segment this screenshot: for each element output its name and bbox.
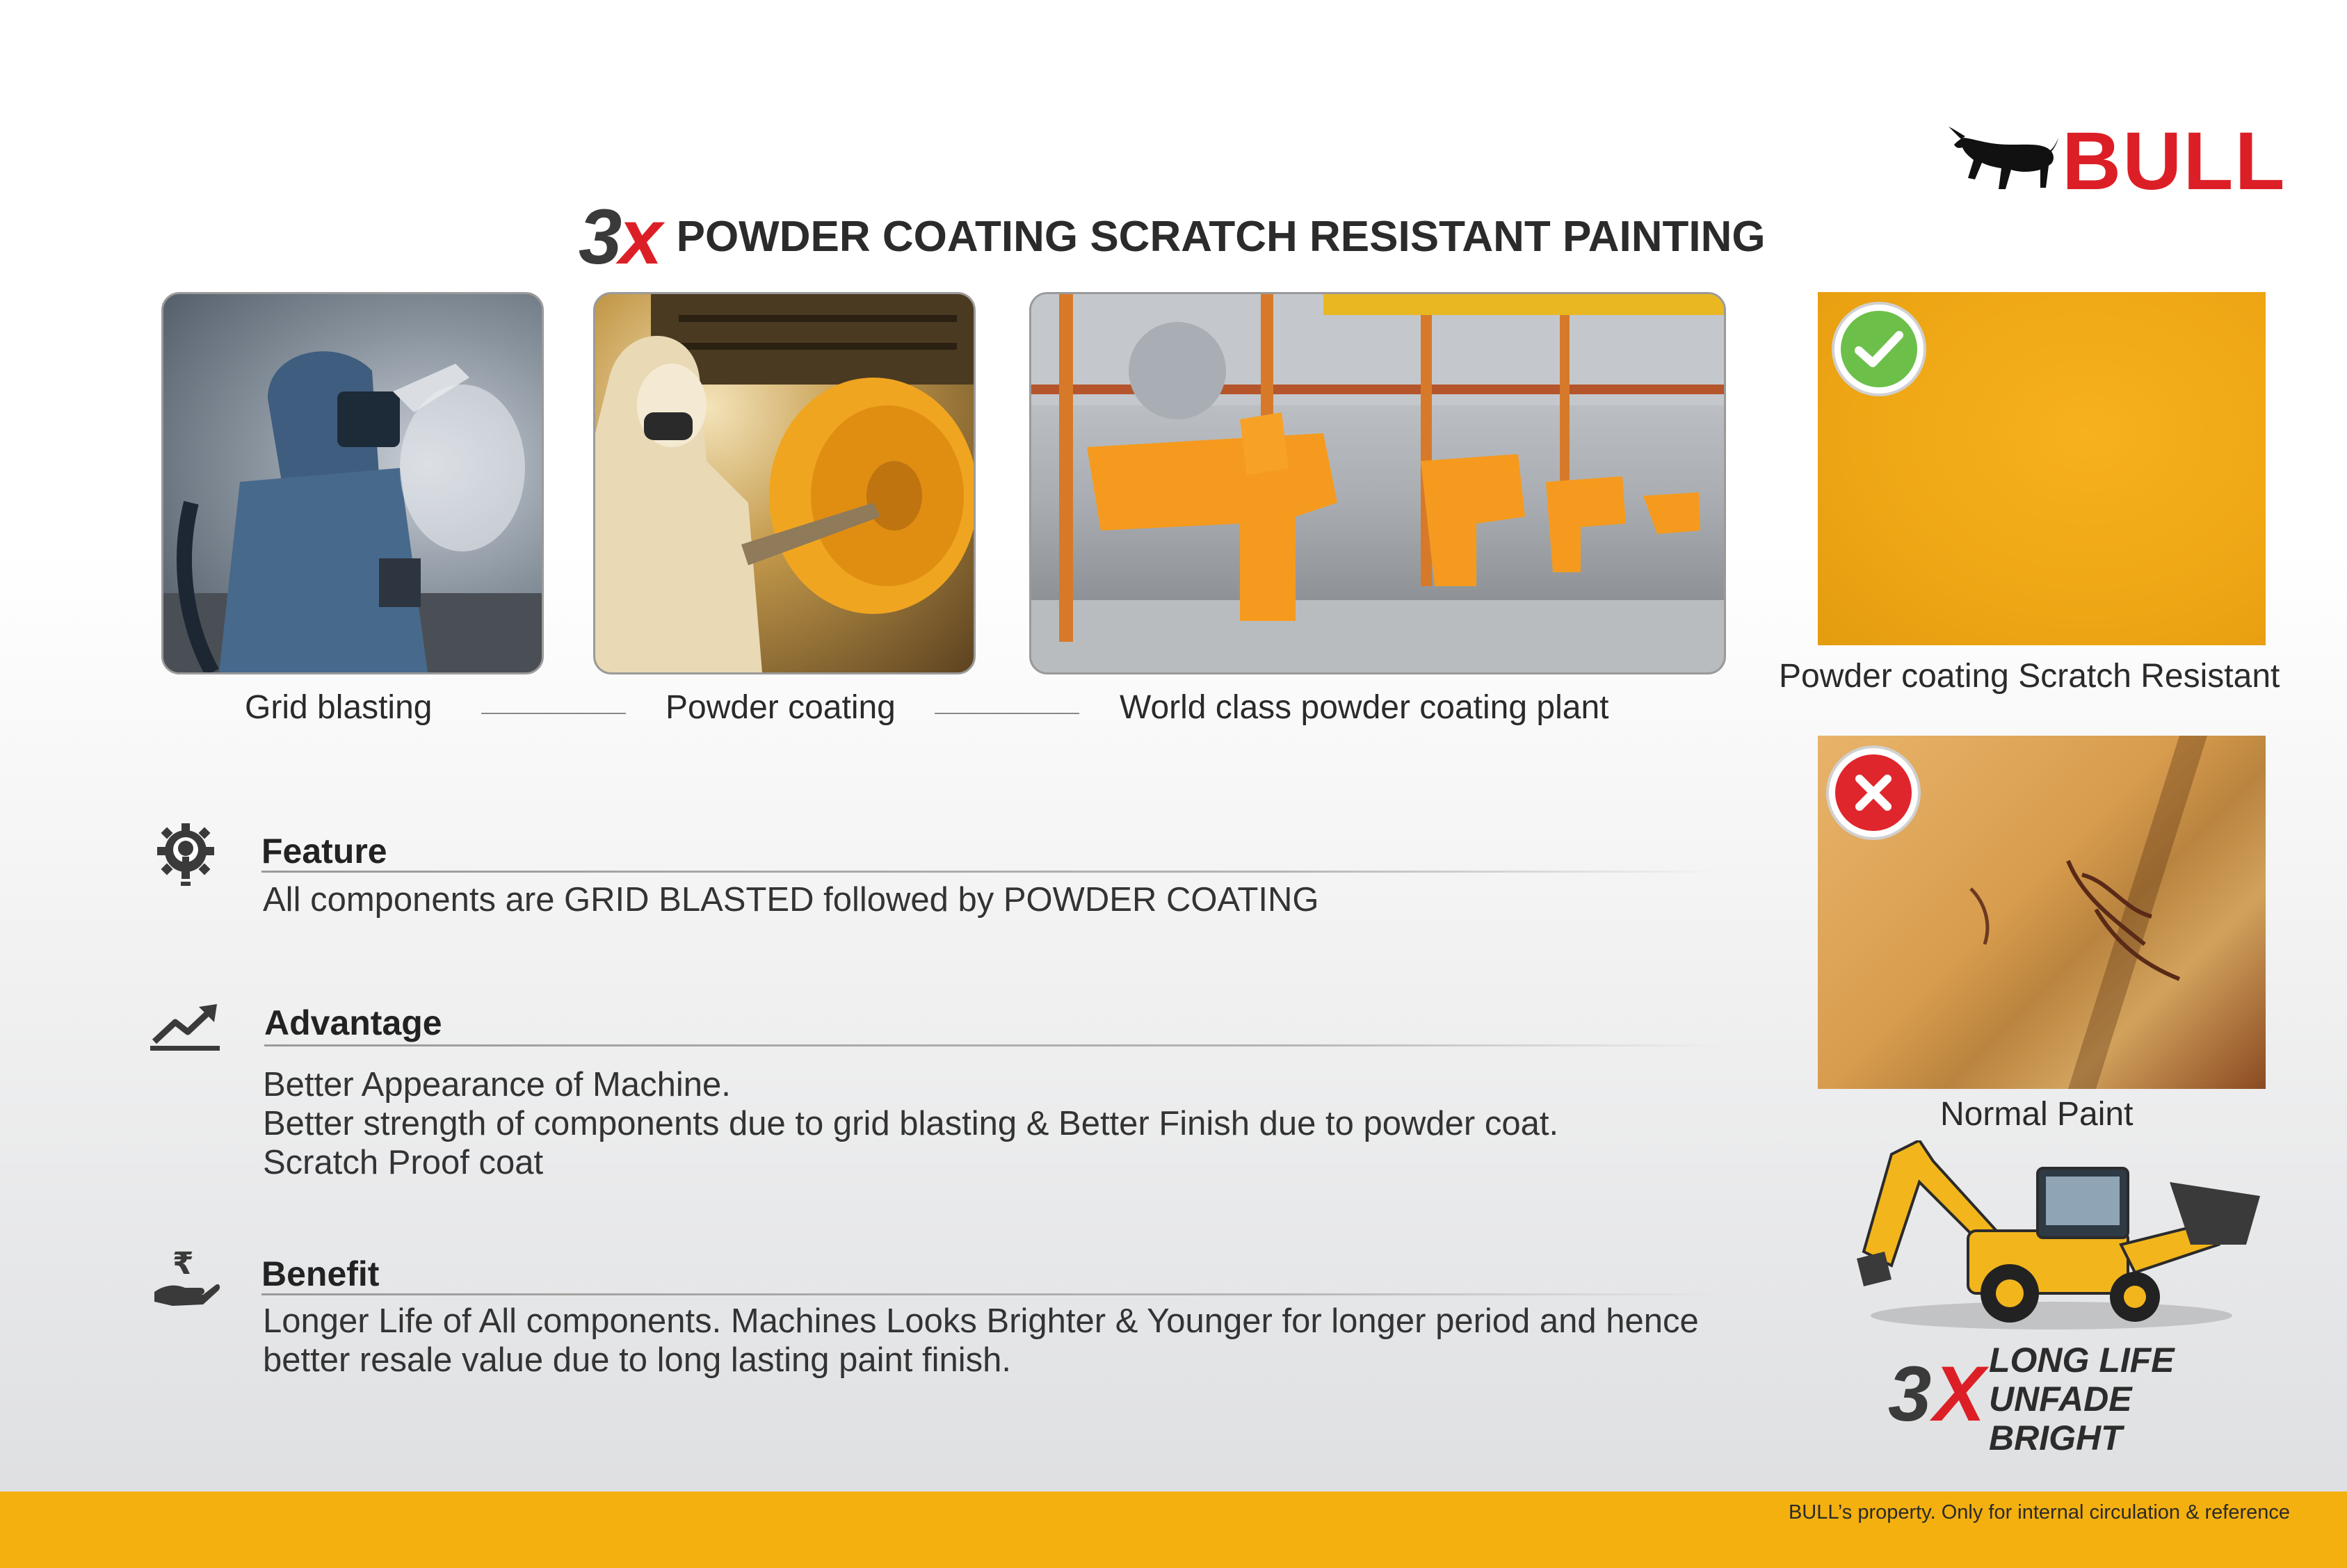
brand-logo [1947,115,2302,207]
footer-bar [0,1492,2347,1568]
tagline-line-3: BRIGHT [1989,1419,2122,1457]
title-x: x [619,193,663,280]
trend-up-icon [150,1001,221,1051]
grid-blasting-photo [161,292,544,674]
process-label-plant: World class powder coating plant [1120,689,1609,726]
scratch-resistant-swatch [1818,292,2266,645]
good-swatch-label: Powder coating Scratch Resistant [1779,658,2280,695]
benefit-text-line-2: better resale value due to long lasting paint finish. [263,1341,1011,1379]
feature-text-line: All components are GRID BLASTED followed by POWDER COATING [263,881,1319,919]
advantage-rule [264,1044,1725,1046]
tagline-3: 3 [1888,1350,1932,1437]
title-text: POWDER COATING SCRATCH RESISTANT PAINTING [676,212,1766,261]
advantage-text-line-3: Scratch Proof coat [263,1144,544,1181]
tagline-line-1: LONG LIFE [1989,1341,2175,1380]
tagline-words [1989,1341,2175,1457]
process-connector [481,713,626,714]
normal-paint-swatch [1818,736,2266,1089]
check-icon [1855,328,1903,370]
process-label-powder-coating: Powder coating [666,689,896,726]
powder-coating-plant-photo [1029,292,1726,674]
gear-bulb-icon [154,822,217,889]
benefit-title: Benefit [261,1254,380,1293]
brand-wordmark: BULL [2062,115,2286,207]
cross-badge [1829,748,1918,837]
feature-title: Feature [261,832,387,871]
benefit-rule [261,1293,1722,1295]
feature-rule [261,871,1722,873]
backhoe-loader-image [1843,1140,2267,1335]
advantage-text-line-2: Better strength of components due to grid blasting & Better Finish due to powder coat. [263,1105,1559,1142]
process-connector [935,713,1079,714]
cross-icon [1853,772,1894,814]
tagline-x-wrap [1933,1349,1989,1439]
tagline-x: X [1933,1350,1985,1437]
tagline-line-2: UNFADE [1989,1380,2132,1419]
footer-text: BULL’s property. Only for internal circulation & reference [1788,1501,2290,1523]
check-badge [1834,305,1923,394]
svg-text:₹: ₹ [172,1246,194,1282]
advantage-title: Advantage [264,1003,442,1042]
title-number: 3 [579,193,622,280]
bull-icon [1947,124,2058,196]
process-label-grid-blasting: Grid blasting [245,689,433,726]
benefit-text-line-1: Longer Life of All components. Machines Looks Brighter & Younger for longer period and hence [263,1302,1699,1340]
page-title [579,195,1766,278]
advantage-text-line-1: Better Appearance of Machine. [263,1066,731,1104]
rupee-hand-icon [152,1246,221,1309]
powder-coating-photo [593,292,976,674]
bad-swatch-label: Normal Paint [1940,1096,2134,1133]
